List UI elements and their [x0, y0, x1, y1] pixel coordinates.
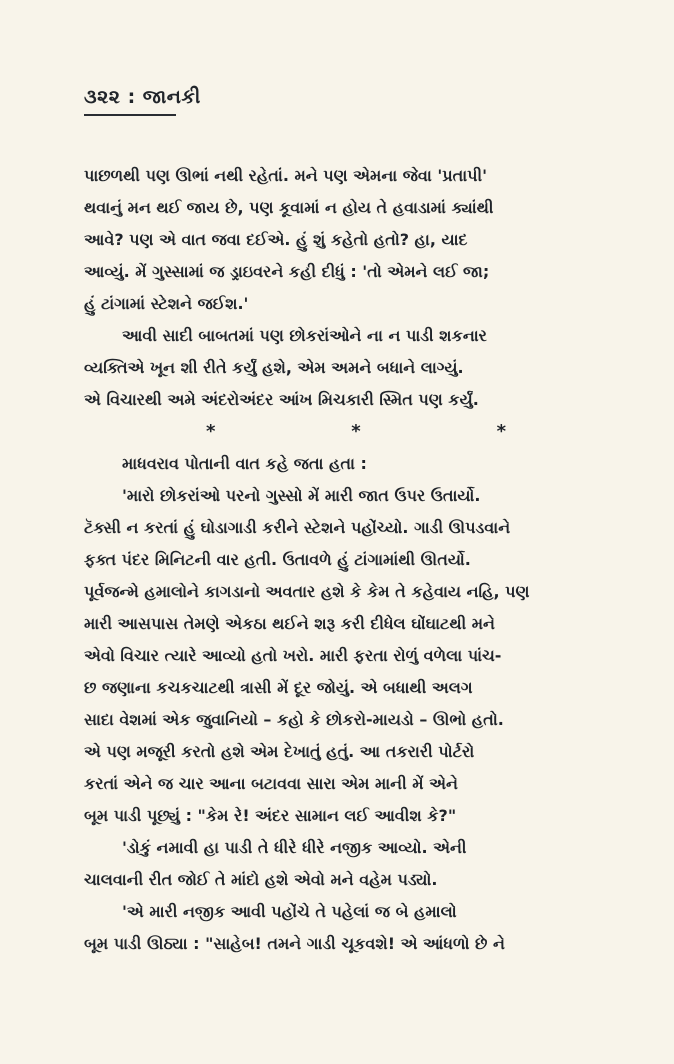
paragraph-3 — [84, 448, 624, 480]
paragraph-1 — [84, 160, 624, 320]
separator-star: * — [206, 421, 216, 442]
section-separator — [206, 416, 506, 448]
page-header — [84, 86, 424, 116]
text-line: એ વિચારથી અમે અંદરોઅંદર આંખ મિચકારી સ્મિત પણ કર્યું. — [84, 390, 479, 409]
text-line: આવ્યું. મેં ગુસ્સામાં જ ડ્રાઇવરને કહી દીધું : 'તો એમને લઈ જા; — [84, 262, 490, 281]
body-text — [84, 160, 624, 960]
text-line: ટૅક્સી ન કરતાં હું ઘોડાગાડી કરીને સ્ટેશને પહોંચ્યો. ગાડી ઊપડવાને — [84, 518, 511, 537]
text-line: આવે? પણ એ વાત જવા દઈએ. હું શું કહેતો હતો? હા, યાદ — [84, 230, 468, 249]
separator-star: * — [351, 421, 361, 442]
paragraph-2 — [84, 320, 624, 416]
paragraph-5 — [84, 832, 624, 896]
text-line: ફક્ત પંદર મિનિટની વાર હતી. ઉતાવળે હું ટાંગામાંથી ઊતર્યો. — [84, 550, 471, 569]
text-line: પૂર્વજન્મે હમાલોને કાગડાનો અવતાર હશે કે કેમ તે કહેવાય નહિ, પણ — [84, 582, 530, 601]
text-line: 'મારો છોકરાંઓ પરનો ગુસ્સો મેં મારી જાત ઉપર ઉતાર્યો. — [122, 486, 481, 505]
text-line: બૂમ પાડી ઊઠ્યા : "સાહેબ! તમને ગાડી ચૂકવશે! એ આંધળો છે ને — [84, 934, 505, 953]
separator-star: * — [496, 421, 506, 442]
header-rule — [84, 114, 176, 116]
text-line: બૂમ પાડી પૂછ્યું : "કેમ રે! અંદર સામાન લઈ આવીશ કે?" — [84, 806, 457, 825]
text-line: ચાલવાની રીત જોઈ તે માંદો હશે એવો મને વહેમ પડ્યો. — [84, 870, 438, 889]
paragraph-6 — [84, 896, 624, 960]
text-line: વ્યક્તિએ ખૂન શી રીતે કર્યું હશે, એમ અમને બધાને લાગ્યું. — [84, 358, 464, 377]
text-line: આવી સાદી બાબતમાં પણ છોકરાંઓને ના ન પાડી શકનાર — [122, 326, 487, 345]
text-line: કરતાં એને જ ચાર આના બટાવવા સારા એમ માની મેં એને — [84, 774, 458, 793]
text-line: માધવરાવ પોતાની વાત કહે જતા હતા : — [122, 454, 367, 473]
text-line: છ જણાના કચકચાટથી ત્રાસી મેં દૂર જોયું. એ બધાથી અલગ — [84, 678, 473, 697]
text-line: 'ડોકું નમાવી હા પાડી તે ધીરે ધીરે નજીક આવ્યો. એની — [122, 838, 467, 857]
text-line: સાદા વેશમાં એક જુવાનિયો – કહો કે છોકરો-માયડો – ઊભો હતો. — [84, 710, 504, 729]
running-head: ૩૨૨ : જાનકી — [84, 86, 201, 108]
text-line: એવો વિચાર ત્યારે આવ્યો હતો ખરો. મારી ફરતા રોળું વળેલા પાંચ- — [84, 646, 502, 665]
text-line: મારી આસપાસ તેમણે એકઠા થઈને શરૂ કરી દીધેલ ઘોંઘાટથી મને — [84, 614, 495, 633]
text-line: પાછળથી પણ ઊભાં નથી રહેતાં. મને પણ એમના જેવા 'પ્રતાપી' — [84, 166, 488, 185]
text-line: થવાનું મન થઈ જાય છે, પણ કૂવામાં ન હોય તે હવાડામાં ક્યાંથી — [84, 198, 494, 217]
paragraph-4 — [84, 480, 624, 832]
text-line: એ પણ મજૂરી કરતો હશે એમ દેખાતું હતું. આ તકરારી પોર્ટરો — [84, 742, 475, 761]
text-line: હું ટાંગામાં સ્ટેશને જઈશ.' — [84, 294, 249, 313]
text-line: 'એ મારી નજીક આવી પહોંચે તે પહેલાં જ બે હમાલો — [122, 902, 457, 921]
